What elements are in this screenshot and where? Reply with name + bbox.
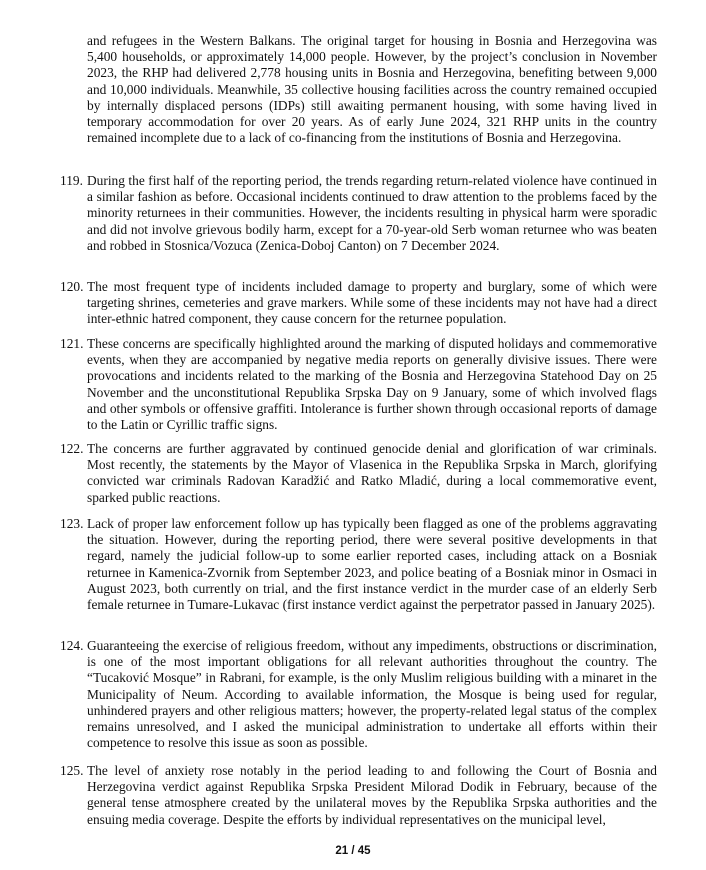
- paragraph-text: The level of anxiety rose notably in the period leading to and following the Court of Bosnia and Herzegovina verdict against Republika Srpska President Milorad Dodik in February, because of the general tense atmosphere created by the unilateral moves by the Republika Srpska authorities and the ensuing media coverage. Despite the efforts by individual representatives on the municipal level,: [87, 763, 657, 827]
- paragraph-text: Lack of proper law enforcement follow up has typically been flagged as one of the problems aggravating the situation. However, during the reporting period, there were several positive developments in that regard, namely the judicial follow-up to some earlier reported cases, including attack on a Bosniak returnee in Kamenica-Zvornik from September 2023, and police beating of a Bosniak minor in Osmaci in August 2023, both currently on trial, and the first instance verdict in the murder case of an elderly Serb female returnee in Tumare-Lukavac (first instance verdict against the perpetrator passed in January 2025).: [87, 516, 657, 613]
- paragraph-number: 120.: [60, 279, 84, 294]
- paragraph-125: [60, 763, 657, 828]
- paragraph-121: [60, 336, 657, 433]
- paragraph-number: 119.: [60, 173, 83, 188]
- paragraph-text: The most frequent type of incidents included damage to property and burglary, some of which were targeting shrines, cemeteries and grave markers. While some of these incidents may not have had a direct inter-ethnic hatred component, they cause concern for the returnee population.: [87, 279, 657, 327]
- paragraph-120: [60, 279, 657, 328]
- continuation-paragraph: and refugees in the Western Balkans. The original target for housing in Bosnia and Herzegovina was 5,400 households, or approximately 14,000 people. However, by the project’s conclusion in November 2023, the RHP had delivered 2,778 housing units in Bosnia and Herzegovina, benefiting between 9,000 and 10,000 individuals. Meanwhile, 35 collective housing facilities across the country remained occupied by internally displaced persons (IDPs) still awaiting permanent housing, with some having lived in temporary accommodation for over 20 years. As of early June 2024, 321 RHP units in the country remained incomplete due to a lack of co-financing from the institutions of Bosnia and Herzegovina.: [87, 33, 657, 146]
- paragraph-text: Guaranteeing the exercise of religious freedom, without any impediments, obstructions or discrimination, is one of the most important obligations for all relevant authorities throughout the country. The “Tucaković Mosque” in Rabrani, for example, is the only Muslim religious building with a minaret in the Municipality of Neum. According to available information, the Mosque is being used for regular, unhindered prayers and other religious matters; however, the property-related legal status of the complex remains unresolved, and I asked the municipal administration to undertake all efforts within their competence to resolve this issue as soon as possible.: [87, 638, 657, 751]
- paragraph-number: 123.: [60, 516, 84, 531]
- paragraph-number: 122.: [60, 441, 84, 456]
- paragraph-124: [60, 638, 657, 751]
- paragraph-number: 124.: [60, 638, 84, 653]
- paragraph-number: 121.: [60, 336, 84, 351]
- paragraph-123: [60, 516, 657, 613]
- paragraph-number: 125.: [60, 763, 84, 778]
- paragraph-text: The concerns are further aggravated by continued genocide denial and glorification of war criminals. Most recently, the statements by the Mayor of Vlasenica in the Republika Srpska in March, glorifying convicted war criminals Radovan Karadžić and Ratko Mladić, during a local commemorative event, sparked public reactions.: [87, 441, 657, 505]
- page-number: 21 / 45: [335, 845, 371, 857]
- paragraph-122: [60, 441, 657, 506]
- paragraph-119: [60, 173, 657, 254]
- paragraph-text: These concerns are specifically highlighted around the marking of disputed holidays and commemorative events, when they are accompanied by negative media reports on generally divisive issues. There were provocations and incidents related to the marking of the Bosnia and Herzegovina Statehood Day on 25 November and the unconstitutional Republika Srpska Day on 9 January, some of which involved flags and other symbols or offensive graffiti. Intolerance is further shown through occasional reports of damage to the Latin or Cyrillic traffic signs.: [87, 336, 657, 433]
- paragraph-text: During the first half of the reporting period, the trends regarding return-related violence have continued in a similar fashion as before. Occasional incidents continued to draw attention to the problems faced by the minority returnees in their communities. However, the incidents resulting in physical harm were sporadic and did not involve grievous bodily harm, except for a 70-year-old Serb woman returnee who was beaten and robbed in Stosnica/Vozuca (Zenica-Doboj Canton) on 7 December 2024.: [87, 173, 657, 253]
